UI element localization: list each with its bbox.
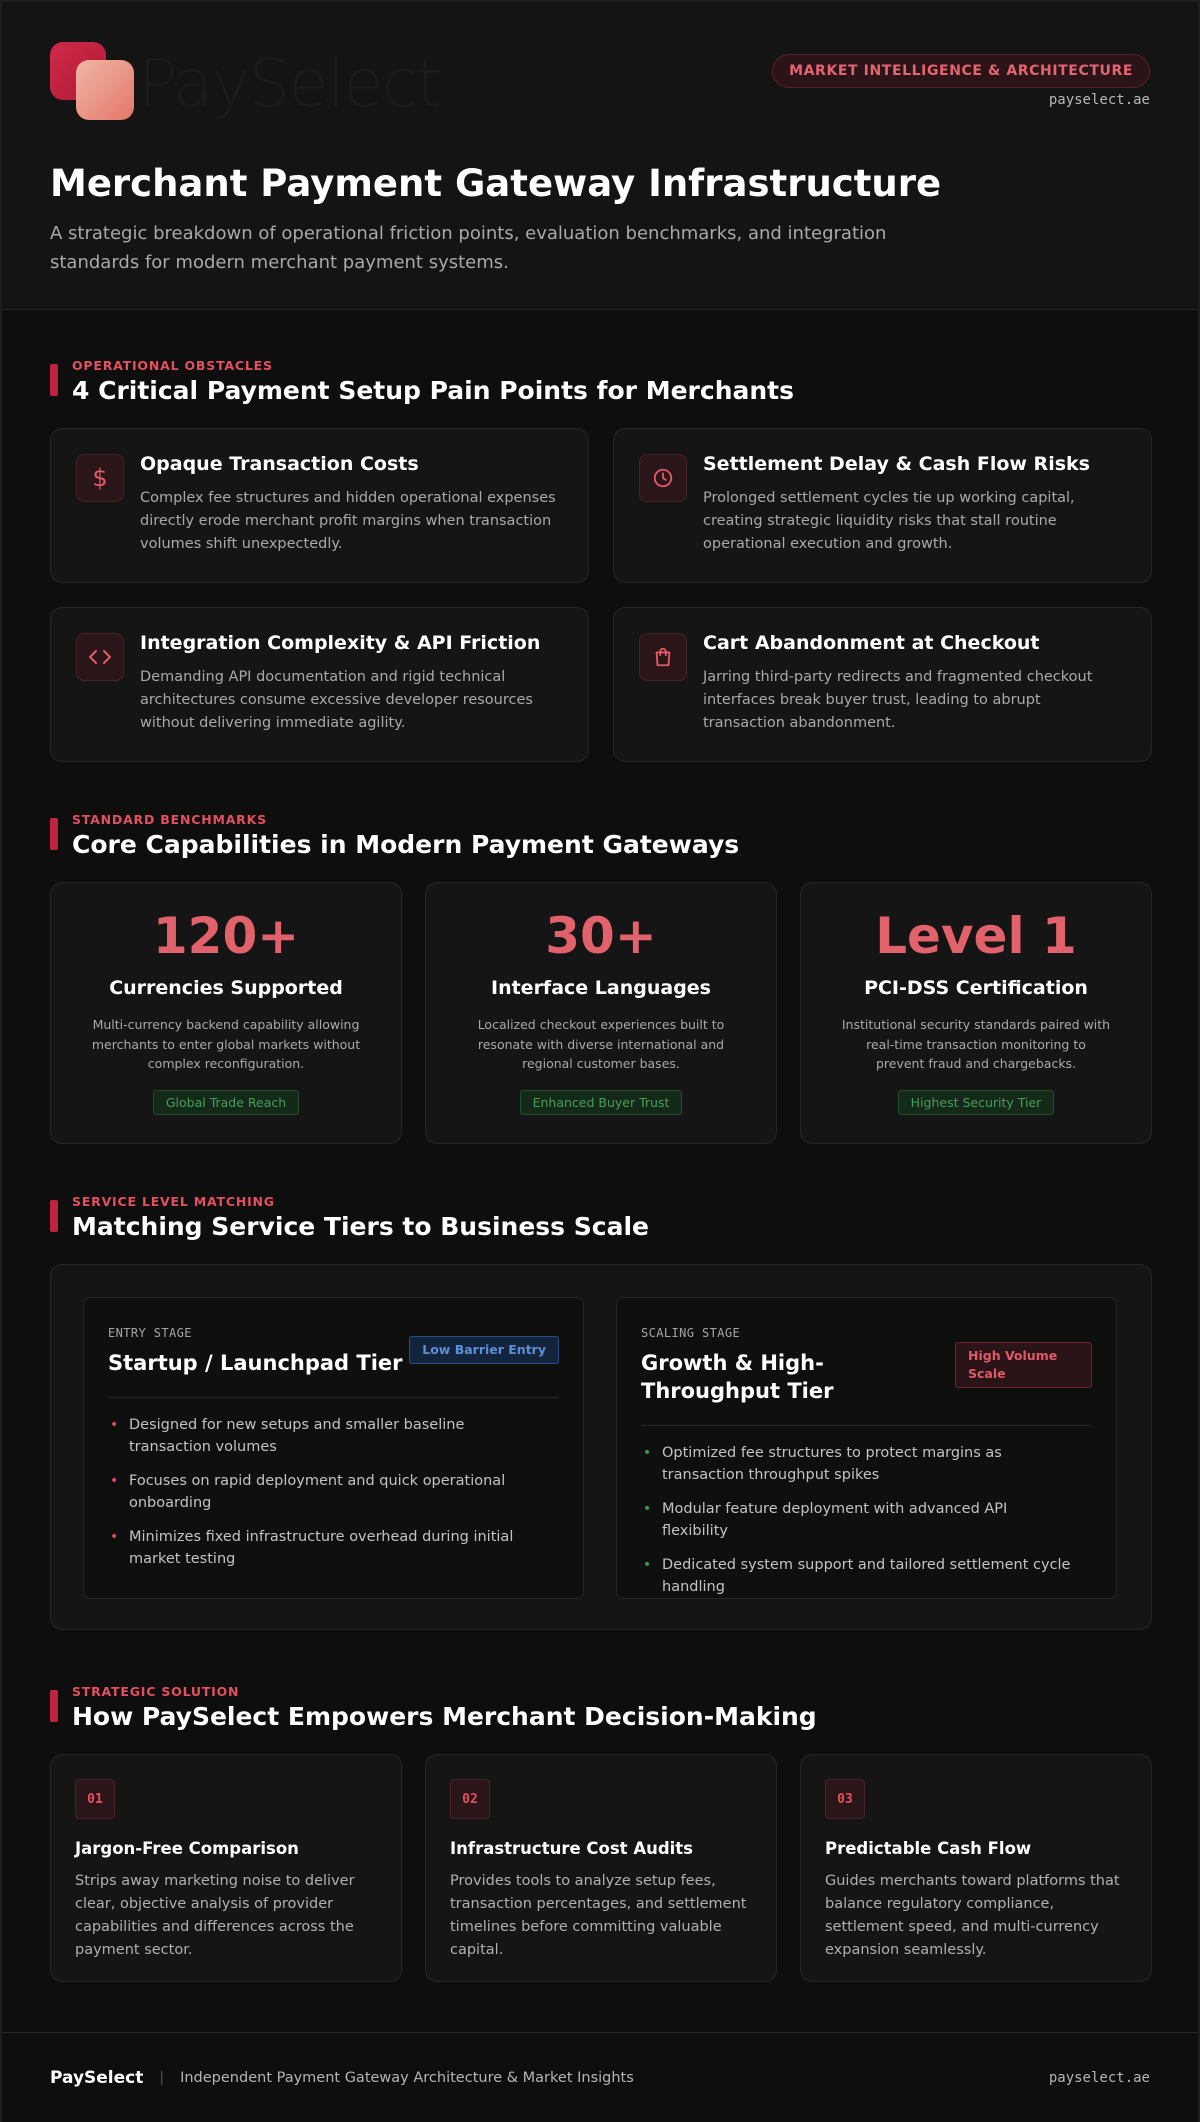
section-kicker: STANDARD BENCHMARKS — [72, 812, 267, 827]
pain-card-description: Jarring third-party redirects and fragmented checkout interfaces break buyer trust, leading to abrupt transaction abandonment. — [703, 669, 1093, 731]
section-heading — [50, 1194, 1152, 1246]
solution-title: Predictable Cash Flow — [825, 1839, 1032, 1858]
bullet-icon: • — [643, 1501, 652, 1517]
capability-description: Institutional security standards paired with real-time transaction monitoring to prevent fraud and chargebacks. — [841, 1017, 1111, 1071]
tier-name: Startup / Launchpad Tier — [108, 1351, 403, 1375]
tier-card-startup — [83, 1297, 584, 1599]
list-item — [108, 1526, 538, 1570]
tier-name: Growth & High-Throughput Tier — [641, 1351, 834, 1403]
divider — [108, 1397, 559, 1398]
capability-tag: Enhanced Buyer Trust — [520, 1090, 683, 1115]
page-header — [2, 2, 1198, 310]
pain-card-integration-complexity — [50, 607, 589, 762]
service-tiers-section — [50, 1194, 1152, 1595]
tier-stage: SCALING STAGE — [641, 1326, 741, 1340]
pain-card-title: Settlement Delay & Cash Flow Risks — [703, 453, 1090, 475]
section-kicker: STRATEGIC SOLUTION — [72, 1684, 240, 1699]
pain-card-description: Demanding API documentation and rigid technical architectures consume excessive developer resources without delivering immediate agility. — [140, 669, 533, 731]
capability-tag: Global Trade Reach — [153, 1090, 299, 1115]
solution-number-badge: 01 — [75, 1779, 115, 1819]
strategic-solution-section — [50, 1684, 1152, 1958]
pain-card-description: Complex fee structures and hidden operational expenses directly erode merchant profit margins when transaction volumes shift unexpectedly. — [140, 490, 556, 552]
capability-tag: Highest Security Tier — [898, 1090, 1055, 1115]
capability-description: Multi-currency backend capability allowing merchants to enter global markets without complex reconfiguration. — [91, 1017, 361, 1071]
capabilities-section — [50, 812, 1152, 1110]
solution-description: Provides tools to analyze setup fees, transaction percentages, and settlement timelines before committing valuable capital. — [450, 1873, 747, 1958]
list-item-text: Optimized fee structures to protect margins as transaction throughput spikes — [662, 1445, 1002, 1483]
logo-wordmark: PaySelect — [138, 45, 440, 122]
logo-mark-icon — [50, 42, 136, 126]
solution-card-cash-flow — [800, 1754, 1152, 1982]
list-item-text: Dedicated system support and tailored settlement cycle handling — [662, 1557, 1071, 1595]
solution-number-badge: 02 — [450, 1779, 490, 1819]
bullet-icon: • — [643, 1557, 652, 1573]
section-accent-bar — [50, 818, 58, 850]
list-item — [108, 1470, 538, 1514]
section-kicker: SERVICE LEVEL MATCHING — [72, 1194, 275, 1209]
section-accent-bar — [50, 364, 58, 396]
list-item — [641, 1554, 1071, 1598]
capability-label: Interface Languages — [491, 977, 711, 999]
page-footer — [2, 2032, 1198, 2122]
solution-title: Jargon-Free Comparison — [75, 1839, 299, 1858]
capability-value: 120+ — [152, 907, 300, 965]
list-item-text: Minimizes fixed infrastructure overhead during initial market testing — [129, 1529, 514, 1567]
pain-card-title: Opaque Transaction Costs — [140, 453, 419, 475]
solution-title: Infrastructure Cost Audits — [450, 1839, 694, 1858]
tier-feature-list — [641, 1442, 1092, 1598]
section-kicker: OPERATIONAL OBSTACLES — [72, 358, 273, 373]
solution-card-comparison — [50, 1754, 402, 1982]
section-title: Core Capabilities in Modern Payment Gateways — [72, 830, 740, 859]
pain-card-title: Cart Abandonment at Checkout — [703, 632, 1040, 654]
solution-description: Guides merchants toward platforms that balance regulatory compliance, settlement speed, and multi-currency expansion seamlessly. — [825, 1873, 1120, 1958]
tier-badge: Low Barrier Entry — [409, 1336, 559, 1364]
list-item — [641, 1498, 1071, 1542]
page-subtitle: A strategic breakdown of operational friction points, evaluation benchmarks, and integration standards for modern merchant payment systems. — [50, 223, 887, 273]
capability-label: Currencies Supported — [109, 977, 343, 999]
header-pill-badge: MARKET INTELLIGENCE & ARCHITECTURE — [772, 54, 1150, 88]
pain-card-cart-abandonment — [613, 607, 1152, 762]
bullet-icon: • — [110, 1473, 119, 1489]
tier-card-growth — [616, 1297, 1117, 1599]
dollar-icon: $ — [76, 454, 124, 502]
tier-stage: ENTRY STAGE — [108, 1326, 192, 1340]
solution-number-badge: 03 — [825, 1779, 865, 1819]
solution-card-cost-audits — [425, 1754, 777, 1982]
section-heading — [50, 1684, 1152, 1736]
footer-brand[interactable]: PaySelect — [50, 2067, 144, 2088]
section-title: How PaySelect Empowers Merchant Decision-Making — [72, 1702, 817, 1731]
clock-icon — [639, 454, 687, 502]
list-item-text: Designed for new setups and smaller baseline transaction volumes — [129, 1417, 465, 1455]
section-title: 4 Critical Payment Setup Pain Points for Merchants — [72, 376, 794, 405]
bullet-icon: • — [110, 1529, 119, 1545]
list-item-text: Modular feature deployment with advanced API flexibility — [662, 1501, 1008, 1539]
footer-tagline: Independent Payment Gateway Architecture & Market Insights — [180, 2069, 634, 2086]
capability-card-languages — [425, 882, 777, 1144]
capability-card-currencies — [50, 882, 402, 1144]
tier-feature-list — [108, 1414, 559, 1570]
header-domain[interactable]: payselect.ae — [1048, 92, 1150, 108]
section-title: Matching Service Tiers to Business Scale — [72, 1212, 649, 1241]
bullet-icon: • — [110, 1417, 119, 1433]
footer-separator: | — [159, 2069, 165, 2086]
solution-description: Strips away marketing noise to deliver clear, objective analysis of provider capabilities and differences across the payment sector. — [75, 1873, 355, 1958]
tiers-container — [50, 1264, 1152, 1630]
pain-card-description: Prolonged settlement cycles tie up working capital, creating strategic liquidity risks that stall routine operational execution and growth. — [703, 490, 1075, 552]
list-item-text: Focuses on rapid deployment and quick operational onboarding — [129, 1473, 506, 1511]
list-item — [108, 1414, 538, 1458]
pain-points-section — [50, 358, 1152, 731]
list-item — [641, 1442, 1071, 1486]
section-heading — [50, 812, 1152, 864]
capability-value: 30+ — [545, 907, 657, 965]
tier-badge: High Volume Scale — [955, 1342, 1092, 1388]
pain-card-title: Integration Complexity & API Friction — [140, 632, 541, 654]
section-heading — [50, 358, 1152, 410]
footer-domain[interactable]: payselect.ae — [1048, 2069, 1150, 2086]
bullet-icon: • — [643, 1445, 652, 1461]
divider — [641, 1425, 1092, 1426]
capability-card-pci-dss — [800, 882, 1152, 1144]
capability-value: Level 1 — [875, 907, 1077, 965]
section-accent-bar — [50, 1690, 58, 1722]
pain-card-transaction-costs — [50, 428, 589, 583]
code-icon — [76, 633, 124, 681]
pain-card-settlement-delay — [613, 428, 1152, 583]
capability-description: Localized checkout experiences built to resonate with diverse international and regional customer bases. — [477, 1017, 725, 1071]
page-title: Merchant Payment Gateway Infrastructure — [50, 162, 942, 205]
section-accent-bar — [50, 1200, 58, 1232]
capability-label: PCI-DSS Certification — [864, 977, 1088, 999]
shopping-bag-icon — [639, 633, 687, 681]
